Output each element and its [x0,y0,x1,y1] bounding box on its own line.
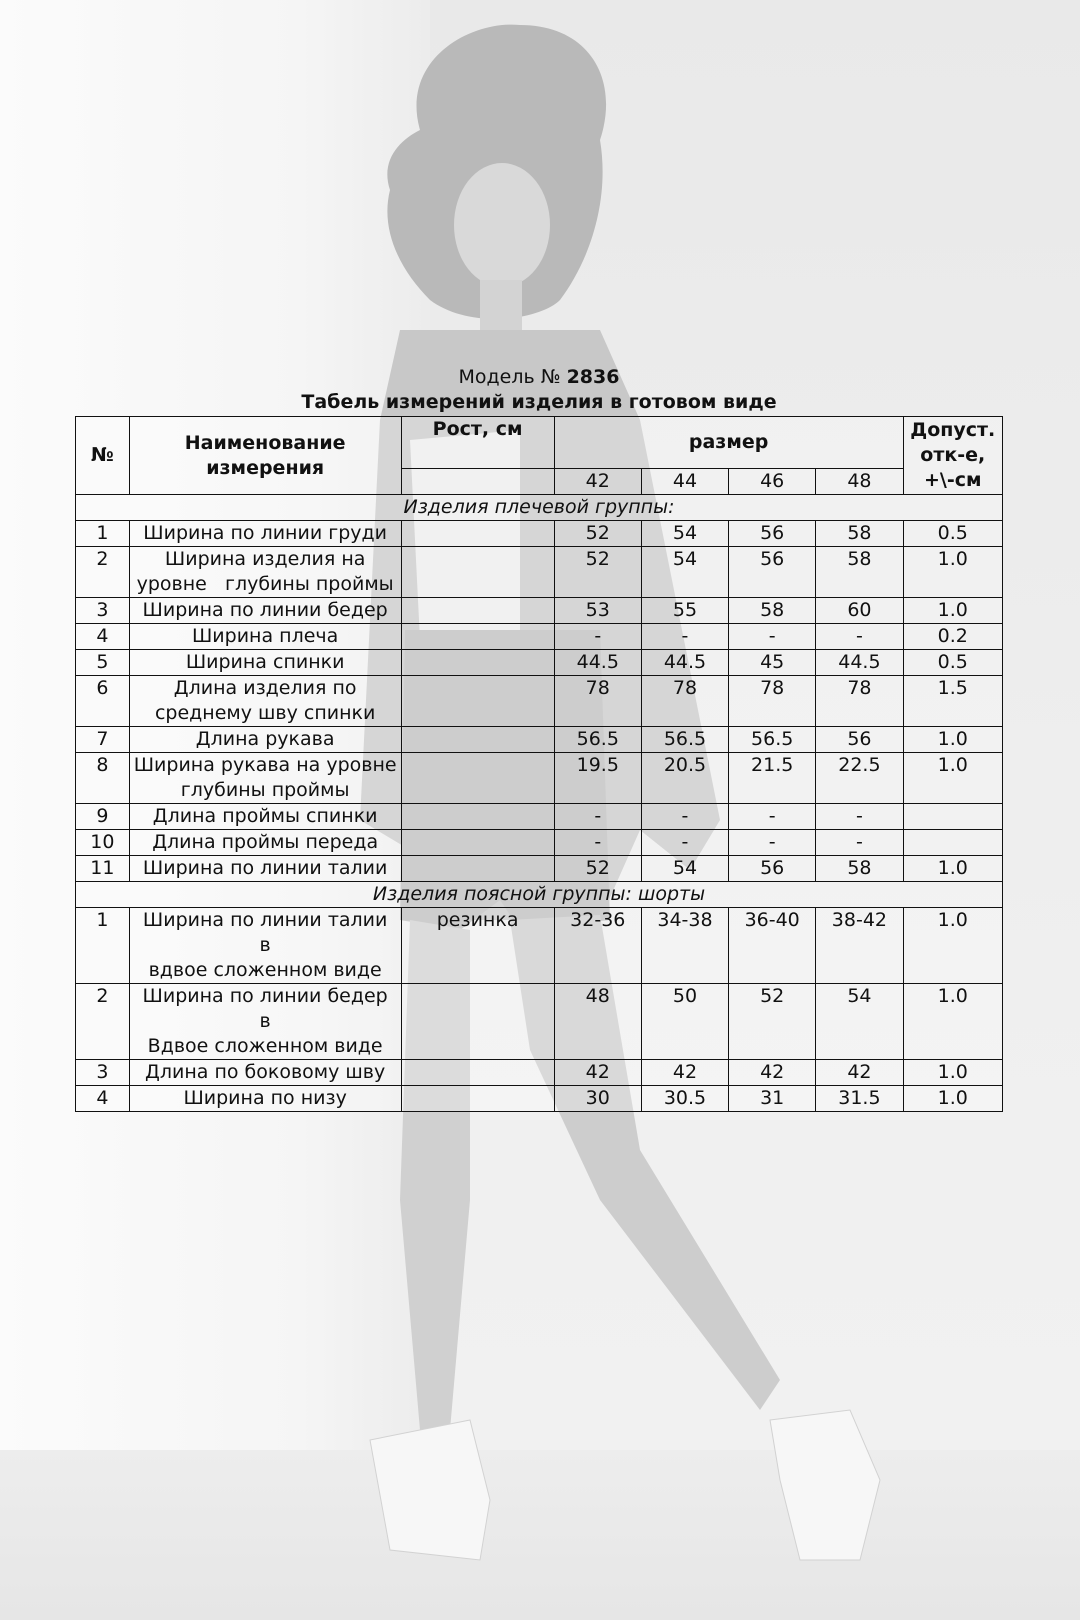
row-tolerance: 0.5 [903,650,1002,676]
row-value: - [641,830,728,856]
row-value: 38-42 [816,908,903,984]
row-num: 9 [76,804,130,830]
row-value: 58 [816,856,903,882]
row-name: Длина проймы спинки [129,804,401,830]
row-tolerance: 1.0 [903,547,1002,598]
group-row [76,495,1003,521]
row-tolerance: 1.0 [903,727,1002,753]
row-value: 42 [554,1060,641,1086]
row-value: 52 [554,521,641,547]
row-value: 54 [641,521,728,547]
row-name: Ширина изделия на уровне глубины проймы [129,547,401,598]
row-num: 5 [76,650,130,676]
row-name: Длина проймы переда [129,830,401,856]
row-tolerance: 0.5 [903,521,1002,547]
table-row [76,908,1003,984]
row-value: 56 [729,856,816,882]
row-rost [401,624,554,650]
row-value: - [729,830,816,856]
row-value: 44.5 [641,650,728,676]
row-value: 30.5 [641,1086,728,1112]
row-value: 56 [729,521,816,547]
row-tolerance: 1.0 [903,598,1002,624]
group-row [76,882,1003,908]
table-row [76,727,1003,753]
row-rost [401,547,554,598]
measurements-table [75,416,1003,1112]
row-value: 31 [729,1086,816,1112]
row-value: 36-40 [729,908,816,984]
row-num: 3 [76,1060,130,1086]
row-rost [401,650,554,676]
row-tolerance: 1.0 [903,1060,1002,1086]
row-value: - [641,624,728,650]
row-value: 58 [816,547,903,598]
row-tolerance: 0.2 [903,624,1002,650]
header-rost: Рост, см [401,417,554,469]
row-rost [401,521,554,547]
row-value: 54 [816,984,903,1060]
row-tolerance: 1.0 [903,753,1002,804]
row-name [129,908,401,984]
row-name [129,984,401,1060]
row-rost [401,830,554,856]
row-name-line: Ширина по линии бедер [142,985,388,1007]
title-block [75,364,1003,414]
table-row [76,598,1003,624]
row-tolerance: 1.0 [903,984,1002,1060]
row-value: 44.5 [554,650,641,676]
row-rost [401,984,554,1060]
row-value: 56.5 [641,727,728,753]
table-row [76,753,1003,804]
row-value: 56.5 [729,727,816,753]
row-tolerance: 1.0 [903,1086,1002,1112]
table-row [76,856,1003,882]
row-value: 58 [816,521,903,547]
table-row [76,1060,1003,1086]
row-value: 44.5 [816,650,903,676]
row-name-line: Вдвое сложенном виде [147,1035,383,1057]
row-tolerance: 1.0 [903,856,1002,882]
row-value: 45 [729,650,816,676]
table-row [76,650,1003,676]
row-value: - [816,804,903,830]
row-name: Ширина по низу [129,1086,401,1112]
row-rost [401,1086,554,1112]
row-value: 78 [554,676,641,727]
table-row [76,547,1003,598]
row-rost [401,753,554,804]
table-row [76,624,1003,650]
row-tolerance [903,804,1002,830]
row-value: 54 [641,856,728,882]
row-rost [401,804,554,830]
row-value: 52 [554,856,641,882]
row-value: - [641,804,728,830]
header-num: № [76,417,130,495]
row-value: 56 [729,547,816,598]
row-name-line: в [259,934,271,956]
row-num: 1 [76,521,130,547]
table-row [76,521,1003,547]
row-value: - [729,804,816,830]
row-name: Длина по боковому шву [129,1060,401,1086]
row-name: Ширина по линии талии [129,856,401,882]
row-num: 11 [76,856,130,882]
header-size-group: размер [554,417,903,469]
table-row [76,676,1003,727]
header-size: 44 [641,469,728,495]
row-name: Ширина по линии груди [129,521,401,547]
row-value: 78 [816,676,903,727]
table-subtitle: Табель измерений изделия в готовом виде [301,391,777,413]
row-name: Длина рукава [129,727,401,753]
row-tolerance [903,830,1002,856]
row-value: 21.5 [729,753,816,804]
model-face [454,163,550,287]
row-value: 55 [641,598,728,624]
row-value: 54 [641,547,728,598]
row-value: - [816,624,903,650]
row-num: 2 [76,547,130,598]
header-name: Наименование измерения [129,417,401,495]
row-value: 42 [729,1060,816,1086]
row-value: 20.5 [641,753,728,804]
model-shoe-right [770,1410,880,1560]
row-rost [401,1060,554,1086]
row-value: 56 [816,727,903,753]
row-name: Ширина рукава на уровне глубины проймы [129,753,401,804]
row-num: 8 [76,753,130,804]
row-value: 53 [554,598,641,624]
row-rost: резинка [401,908,554,984]
row-value: - [816,830,903,856]
header-size: 46 [729,469,816,495]
row-value: - [554,624,641,650]
header-size: 42 [554,469,641,495]
row-num: 3 [76,598,130,624]
row-num: 2 [76,984,130,1060]
row-name-line: в [259,1010,271,1032]
row-rost [401,598,554,624]
header-rost-blank [401,469,554,495]
row-value: 60 [816,598,903,624]
row-value: 34-38 [641,908,728,984]
row-value: 42 [641,1060,728,1086]
row-value: 56.5 [554,727,641,753]
row-value: - [554,804,641,830]
row-value: 78 [729,676,816,727]
model-line [75,364,1003,390]
row-name: Длина изделия по среднему шву спинки [129,676,401,727]
row-name: Ширина по линии бедер [129,598,401,624]
row-value: 48 [554,984,641,1060]
table-row [76,984,1003,1060]
row-value: 22.5 [816,753,903,804]
row-rost [401,727,554,753]
row-value: 19.5 [554,753,641,804]
row-num: 7 [76,727,130,753]
model-number: 2836 [566,366,620,388]
row-num: 1 [76,908,130,984]
model-shoe-left [370,1420,490,1560]
model-neck [480,280,522,330]
row-value: 31.5 [816,1086,903,1112]
header-size: 48 [816,469,903,495]
table-row [76,804,1003,830]
row-num: 4 [76,624,130,650]
row-value: 32-36 [554,908,641,984]
row-rost [401,856,554,882]
row-tolerance: 1.0 [903,908,1002,984]
group-title-waist: Изделия поясной группы: шорты [76,882,1003,908]
table-row [76,830,1003,856]
row-rost [401,676,554,727]
header-tolerance: Допуст. отк-е, +\-см [903,417,1002,495]
row-num: 6 [76,676,130,727]
row-name-line: вдвое сложенном виде [148,959,382,981]
row-name-line: Ширина по линии талии [142,909,388,931]
row-value: - [729,624,816,650]
row-value: 78 [641,676,728,727]
row-value: 52 [729,984,816,1060]
group-title-shoulder: Изделия плечевой группы: [76,495,1003,521]
row-value: 30 [554,1086,641,1112]
table-row [76,1086,1003,1112]
row-value: 52 [554,547,641,598]
row-num: 4 [76,1086,130,1112]
row-value: 50 [641,984,728,1060]
row-value: 42 [816,1060,903,1086]
row-num: 10 [76,830,130,856]
row-name: Ширина плеча [129,624,401,650]
row-value: 58 [729,598,816,624]
row-value: - [554,830,641,856]
row-name: Ширина спинки [129,650,401,676]
model-label: Модель № [458,366,561,388]
row-tolerance: 1.5 [903,676,1002,727]
